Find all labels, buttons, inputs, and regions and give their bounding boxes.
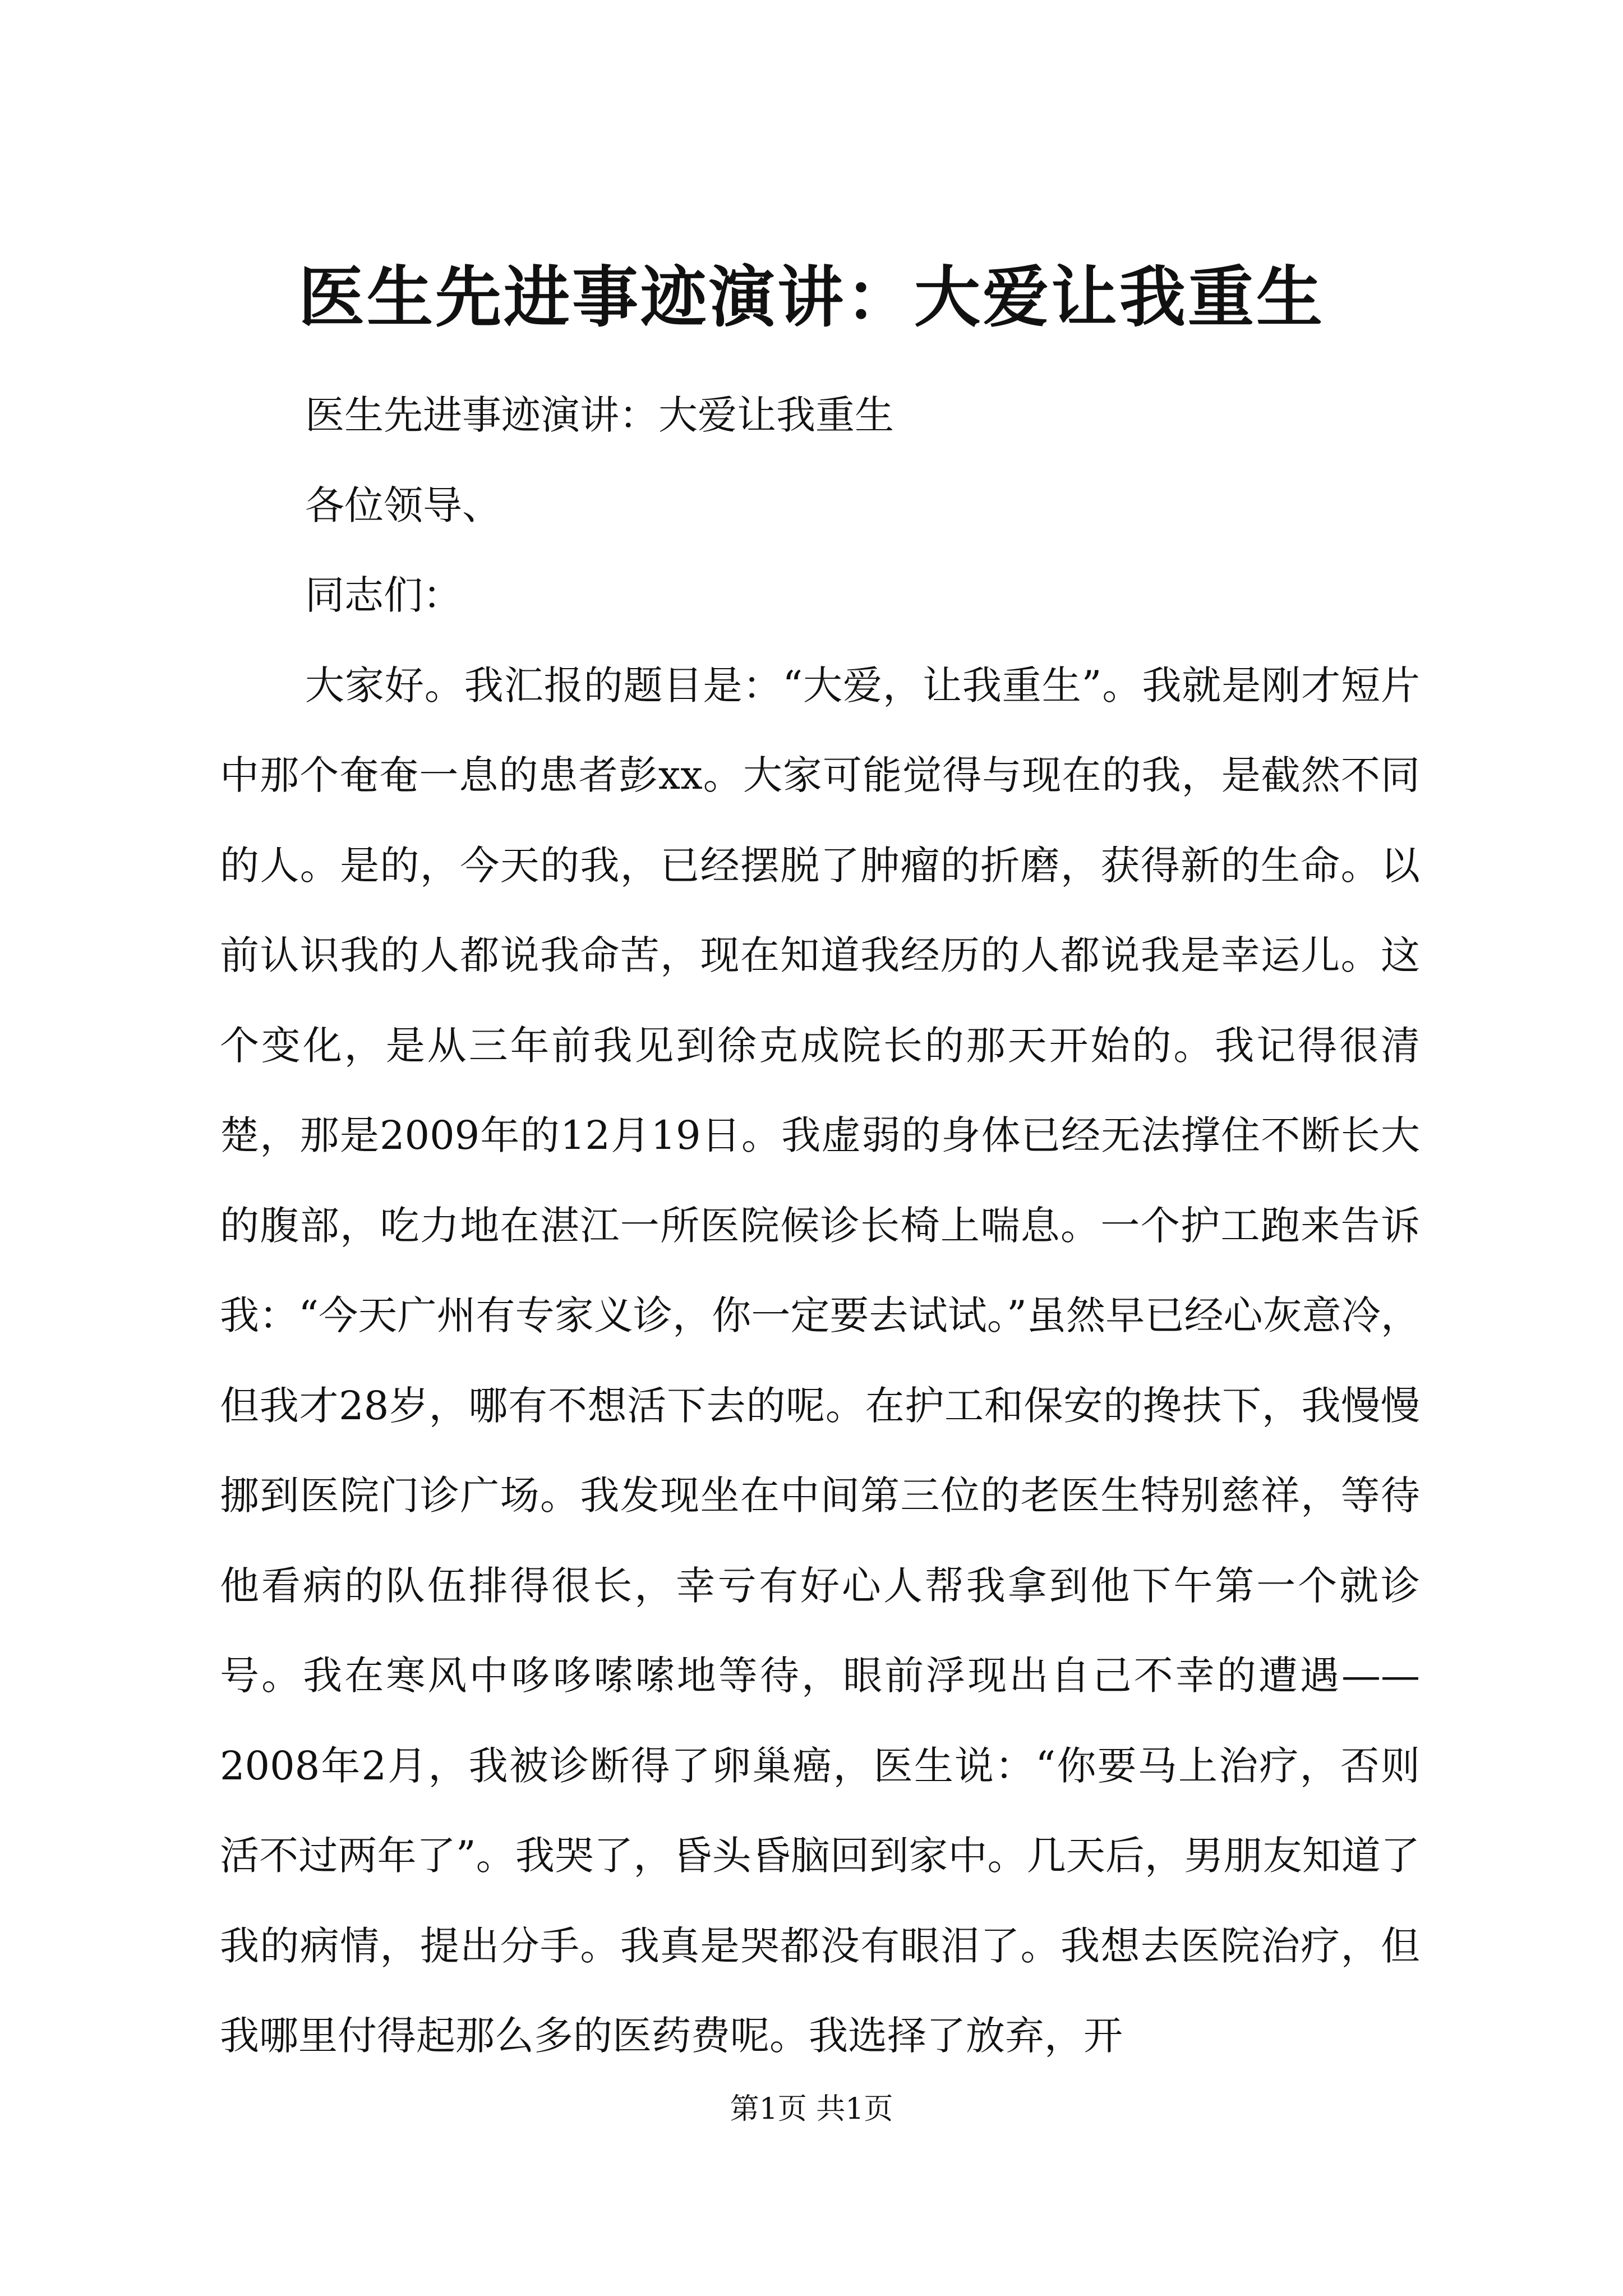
page-footer: 第1页 共1页 (730, 2092, 893, 2126)
paragraph-subtitle: 医生先进事迹演讲：大爱让我重生 (305, 392, 894, 438)
document-body (220, 370, 1420, 2081)
paragraph-speech-body: 大家好。我汇报的题目是：“大爱，让我重生”。我就是刚才短片中那个奄奄一息的患者彭xx。大家可能觉得与现在的我，是截然不同的人。是的，今天的我，已经摆脱了肿瘤的折磨，获得新的生命。以前认识我的人都说我命苦，现在知道我经历的人都说我是幸运儿。这个变化，是从三年前我见到徐克成院长的那天开始的。我记得很清楚，那是2009年的12月19日。我虚弱的身体已经无法撑住不断长大的腹部，吃力地在湛江一所医院候诊长椅上喘息。一个护工跑来告诉我：“今天广州有专家义诊，你一定要去试试。”虽然早已经心灰意冷，但我才28岁，哪有不想活下去的呢。在护工和保安的搀扶下，我慢慢挪到医院门诊广场。我发现坐在中间第三位的老医生特别慈祥，等待他看病的队伍排得很长，幸亏有好心人帮我拿到他下午第一个就诊号。我在寒风中哆哆嗦嗦地等待，眼前浮现出自己不幸的遭遇——2008年2月，我被诊断得了卵巢癌，医生说：“你要马上治疗，否则活不过两年了”。我哭了，昏头昏脑回到家中。几天后，男朋友知道了我的病情，提出分手。我真是哭都没有眼泪了。我想去医院治疗，但我哪里付得起那么多的医药费呢。我选择了放弃，开 (220, 662, 1420, 2059)
paragraph-salutation-leaders: 各位领导、 (305, 482, 501, 528)
paragraph-salutation-comrades: 同志们： (305, 572, 462, 618)
document-title: 医生先进事迹演讲：大爱让我重生 (298, 258, 1325, 336)
